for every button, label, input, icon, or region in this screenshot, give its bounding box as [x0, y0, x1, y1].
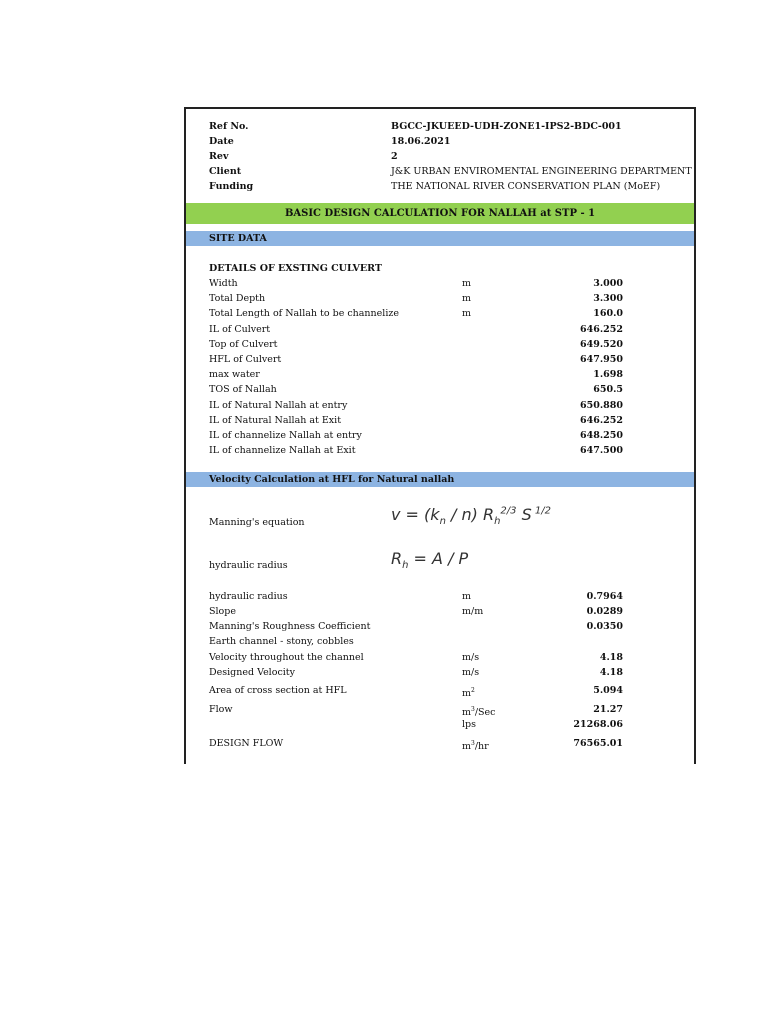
design-flow-unit-base: m [462, 741, 472, 753]
flow-value: 21.27 [593, 704, 623, 715]
slope-unit: m/m [462, 606, 484, 617]
culvert-row-value: 650.880 [580, 399, 623, 411]
designed-velocity-row [186, 665, 694, 680]
culvert-row [186, 367, 694, 382]
culvert-heading: DETAILS OF EXSTING CULVERT [209, 263, 382, 274]
date-row [186, 134, 694, 149]
page-title: BASIC DESIGN CALCULATION FOR NALLAH at STP - 1 [186, 203, 694, 224]
designed-velocity-label: Designed Velocity [209, 667, 295, 678]
culvert-row-label: IL of Natural Nallah at entry [209, 399, 348, 411]
manning-label: Manning's equation [209, 517, 305, 528]
rev-label: Rev [209, 151, 229, 162]
area-unit [462, 683, 475, 701]
site-data-heading-text: SITE DATA [209, 233, 267, 244]
velocity-channel-row [186, 650, 694, 665]
culvert-row-label: TOS of Nallah [209, 384, 277, 396]
roughness-value: 0.0350 [586, 621, 623, 632]
designed-velocity-value: 4.18 [599, 667, 623, 678]
culvert-row [186, 398, 694, 413]
culvert-row-value: 160.0 [593, 308, 623, 320]
culvert-row-value: 647.500 [580, 445, 623, 457]
manning-equation: $v = (k_n / n)$ $R_h^{2/3}$ S $^{1/2}$ [391, 505, 552, 528]
flow-lps-row [186, 717, 694, 732]
culvert-row [186, 276, 694, 291]
design-flow-unit-exp: 3 [471, 740, 475, 747]
culvert-row-value: 647.950 [580, 354, 623, 365]
culvert-row-value: 648.250 [580, 430, 623, 441]
hydraulic-radius-label: hydraulic radius [209, 591, 288, 602]
designed-velocity-unit: m/s [462, 667, 480, 678]
culvert-row-value: 1.698 [593, 369, 623, 381]
flow-label: Flow [209, 704, 233, 715]
culvert-row-value: 649.520 [580, 338, 623, 350]
roughness-row [186, 619, 694, 634]
client-row [186, 164, 694, 179]
velocity-heading [186, 472, 694, 487]
design-flow-unit-tail: /hr [474, 741, 489, 753]
culvert-row [186, 413, 694, 428]
flow-unit-exp: 3 [471, 706, 475, 713]
culvert-row-value: 646.252 [580, 323, 623, 335]
roughness-label: Manning's Roughness Coefficient [209, 621, 371, 632]
design-flow-row [186, 736, 694, 751]
hydraulic-formula-label: hydraulic radius [209, 560, 288, 571]
flow-unit-tail: /Sec [474, 707, 496, 719]
client-value: J&K URBAN ENVIROMENTAL ENGINEERING DEPARTMENT [391, 166, 692, 177]
velocity-heading-text: Velocity Calculation at HFL for Natural nallah [209, 474, 455, 485]
flow-lps-unit: lps [462, 719, 476, 730]
culvert-row-label: IL of Culvert [209, 323, 271, 335]
velocity-channel-label: Velocity throughout the channel [209, 652, 364, 663]
area-label: Area of cross section at HFL [209, 685, 347, 696]
culvert-row-label: IL of channelize Nallah at entry [209, 430, 362, 441]
culvert-row-label: Top of Culvert [209, 338, 278, 350]
hydraulic-radius-value: 0.7964 [586, 591, 623, 602]
earth-channel-label: Earth channel - stony, cobbles [209, 636, 354, 647]
culvert-row-label: IL of Natural Nallah at Exit [209, 414, 342, 426]
ref-value: BGCC-JKUEED-UDH-ZONE1-IPS2-BDC-001 [391, 121, 622, 132]
hydraulic-radius-row [186, 589, 694, 604]
earth-channel-row [186, 634, 694, 649]
slope-label: Slope [209, 606, 236, 617]
culvert-row-label: max water [209, 369, 260, 381]
client-label: Client [209, 166, 242, 177]
area-unit-base: m [462, 688, 472, 700]
culvert-row [186, 306, 694, 321]
area-row [186, 683, 694, 698]
culvert-row [186, 352, 694, 367]
culvert-row-label: Total Depth [209, 293, 266, 305]
slope-row [186, 604, 694, 619]
culvert-heading-row [186, 261, 694, 276]
funding-value: THE NATIONAL RIVER CONSERVATION PLAN (MoEF) [391, 181, 661, 192]
velocity-channel-unit: m/s [462, 652, 480, 663]
funding-label: Funding [209, 181, 254, 192]
culvert-row [186, 382, 694, 397]
velocity-channel-value: 4.18 [599, 652, 623, 663]
design-flow-value: 76565.01 [573, 738, 623, 749]
culvert-row-unit: m [462, 308, 472, 320]
design-flow-unit [462, 736, 489, 754]
culvert-row-label: HFL of Culvert [209, 354, 282, 365]
culvert-row [186, 291, 694, 306]
culvert-row [186, 428, 694, 443]
culvert-row-unit: m [462, 293, 472, 305]
culvert-row-label: IL of channelize Nallah at Exit [209, 445, 356, 457]
culvert-row [186, 337, 694, 352]
funding-row [186, 179, 694, 194]
culvert-row-unit: m [462, 278, 472, 289]
culvert-row-value: 3.000 [593, 278, 623, 289]
flow-row [186, 702, 694, 717]
ref-label: Ref No. [209, 121, 249, 132]
hydraulic-radius-equation: $R_h = A / P$ [391, 549, 469, 572]
culvert-row-value: 646.252 [580, 414, 623, 426]
calculation-sheet [184, 107, 696, 764]
rev-row [186, 149, 694, 164]
rev-value: 2 [391, 151, 398, 162]
hydraulic-radius-unit: m [462, 591, 472, 602]
slope-value: 0.0289 [586, 606, 623, 617]
culvert-row-value: 650.5 [593, 384, 623, 396]
design-flow-label: DESIGN FLOW [209, 738, 284, 749]
culvert-row [186, 322, 694, 337]
culvert-row [186, 443, 694, 458]
area-value: 5.094 [593, 685, 623, 696]
site-data-heading [186, 231, 694, 246]
area-unit-exp: 2 [471, 687, 475, 694]
flow-lps-value: 21268.06 [573, 719, 623, 730]
date-label: Date [209, 136, 234, 147]
culvert-row-value: 3.300 [593, 293, 623, 305]
culvert-row-label: Total Length of Nallah to be channelize [209, 308, 399, 320]
date-value: 18.06.2021 [391, 136, 451, 147]
ref-row [186, 119, 694, 134]
culvert-row-label: Width [209, 278, 238, 289]
flow-unit-base: m [462, 707, 472, 719]
